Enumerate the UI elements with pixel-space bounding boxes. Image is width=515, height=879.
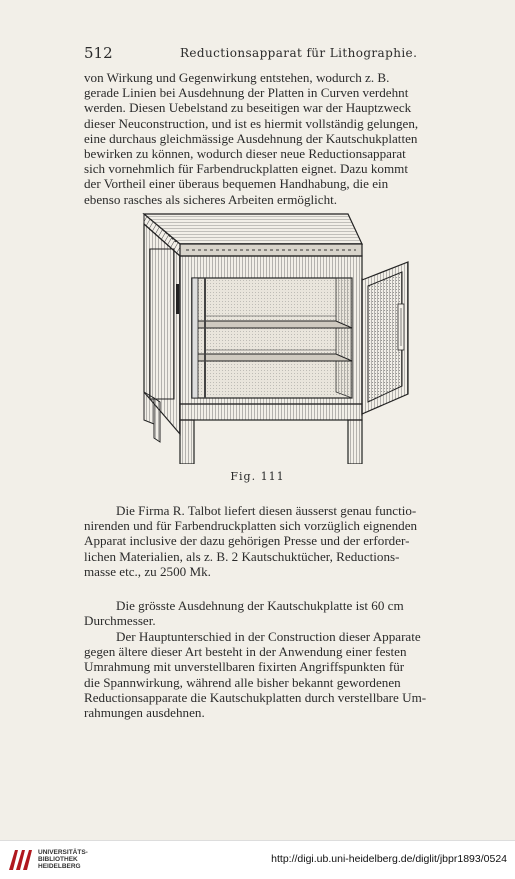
viewer-footer xyxy=(0,840,515,879)
text-line: masse etc., zu 2500 Mk. xyxy=(84,563,211,579)
library-name-line: HEIDELBERG xyxy=(38,863,81,870)
text-line: nirenden und für Farbendruckplatten sich vorzüglich eignenden xyxy=(84,518,418,534)
text-line: ebenso rasches als sicheres Arbeiten ermöglicht. xyxy=(84,191,338,207)
text-line: der Vortheil einer überaus bequemen Handhabung, die ein xyxy=(84,176,389,192)
text-line: Durchmesser. xyxy=(84,613,156,629)
text-line: dieser Neuconstruction, und ist es hiermit vollständig gelungen, xyxy=(84,115,419,131)
paragraph-4 xyxy=(84,629,484,720)
text-line: Apparat inclusive der dazu gehörigen Presse und der erforder- xyxy=(84,533,410,549)
paragraph-3 xyxy=(84,598,484,628)
running-head: Reductionsapparat für Lithographie. xyxy=(180,46,418,60)
page-number: 512 xyxy=(84,44,113,62)
text-line: Der Hauptunterschied in der Construction dieser Apparate xyxy=(116,629,421,644)
library-name xyxy=(38,849,88,870)
text-line: Umrahmung mit unverstellbaren fixirten Angriffspunkten für xyxy=(84,659,405,675)
text-line: lichen Materialien, als z. B. 2 Kautschuktücher, Reductions- xyxy=(84,548,400,564)
text-line: Reductionsapparate die Kautschukplatten durch verstellbare Um- xyxy=(84,689,427,705)
text-line: rahmungen ausdehnen. xyxy=(84,705,205,721)
text-line: gegen ältere dieser Art besteht in der Anwendung einer festen xyxy=(84,644,407,660)
text-line: von Wirkung und Gegenwirkung entstehen, wodurch z. B. xyxy=(84,70,390,85)
text-line: werden. Diesen Uebelstand zu beseitigen war der Hauptzweck xyxy=(84,100,412,116)
university-library-logo-icon xyxy=(6,846,34,874)
text-line: eine durchaus gleichmässige Ausdehnung der Kautschukplatten xyxy=(84,130,418,146)
page-header xyxy=(84,44,484,60)
library-name-line: BIBLIOTHEK xyxy=(38,856,78,863)
text-line: Die Firma R. Talbot liefert diesen äusserst genau functio- xyxy=(116,503,417,518)
text-line: Die grösste Ausdehnung der Kautschukplatte ist 60 cm xyxy=(116,598,404,613)
figure-caption: Fig. 111 xyxy=(230,470,285,483)
paragraph-1 xyxy=(84,70,484,207)
text-line: bewirken zu können, wodurch dieser neue Reductionsapparat xyxy=(84,146,406,162)
text-line: die Spannwirkung, während alle bisher bekannt gewordenen xyxy=(84,674,401,690)
paragraph-2 xyxy=(84,503,484,579)
library-name-line: UNIVERSITÄTS- xyxy=(38,849,88,856)
text-line: gerade Linien bei Ausdehnung der Platten in Curven verdehnt xyxy=(84,85,409,101)
cabinet-illustration xyxy=(140,204,418,464)
text-line: sich vornehmlich für Farbendruckplatten eignet. Dazu kommt xyxy=(84,161,408,177)
permalink-url[interactable]: http://digi.ub.uni-heidelberg.de/diglit/jbpr1893/0524 xyxy=(271,853,507,865)
